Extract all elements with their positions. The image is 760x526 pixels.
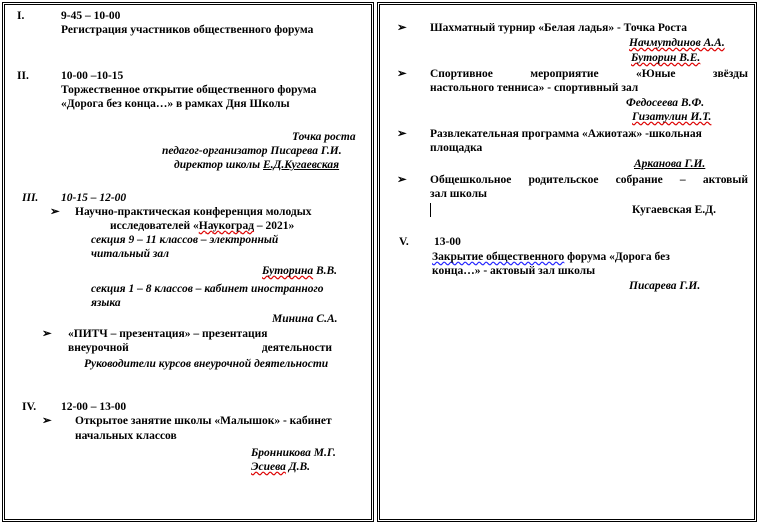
chess-name2: Буторин В.Е. [631, 52, 701, 64]
section-4-name2-initials: Д.В. [285, 461, 311, 473]
tennis-line2: настольного тенниса» - спортивный зал [430, 82, 639, 94]
section-senior-surname: Буторина [262, 265, 314, 277]
section-5-line2: конца…» - актовый зал школы [432, 265, 596, 277]
conference-line2 [110, 220, 294, 233]
parents-w4: – [679, 174, 686, 186]
tennis-name2: Гизатулин И.Т. [632, 111, 712, 123]
conference-line2-c: – 2021» [254, 220, 295, 232]
fun-line1: Развлекательная программа «Ажиотаж» -школьная [430, 128, 702, 140]
section-5-line1-b: форума «Дорога без [564, 251, 670, 263]
section-4-name1: Бронникова М.Г. [251, 447, 336, 459]
section-2-time: 10-00 –10-15 [61, 70, 124, 82]
section-1-number: I. [17, 10, 25, 22]
director-prefix: директор школы [174, 159, 263, 171]
pitch-line2-b: деятельности [261, 342, 332, 354]
section-4-name2-surname: Эсиева [251, 461, 286, 473]
section-5-number: V. [399, 236, 409, 248]
section-2-number: II. [17, 70, 29, 82]
parents-name: Кугаевская Е.Д. [632, 204, 716, 216]
parents-w2: родительское [528, 174, 599, 186]
section-5-time: 13-00 [434, 236, 461, 248]
section-2-place: Точка роста [292, 131, 356, 143]
pitch-line2-a: внеурочной [68, 342, 129, 354]
parents-w3: собрание [615, 174, 663, 186]
section-5-line1-a: Закрытие общественного [432, 251, 565, 263]
section-1-text: Регистрация участников общественного форума [61, 24, 314, 36]
section-5-line1 [432, 251, 670, 264]
section-senior-initials: В.В. [313, 265, 338, 277]
bullet-arrow-icon: ➢ [42, 328, 52, 340]
conference-line2-a: исследователей « [110, 220, 199, 232]
bullet-arrow-icon: ➢ [397, 68, 407, 80]
tennis-name1: Федосеева В.Ф. [626, 97, 705, 109]
pitch-line2 [68, 342, 332, 355]
tennis-w4: звёзды [712, 68, 748, 80]
fun-name: Арканова Г.И. [634, 158, 706, 170]
bullet-arrow-icon: ➢ [42, 415, 52, 427]
conference-name: Наукоград [198, 220, 255, 232]
section-4-line2: начальных классов [75, 430, 177, 442]
section-senior-line2: читальный зал [91, 248, 170, 260]
section-senior-responsible [262, 265, 337, 278]
section-2-director [174, 159, 339, 172]
parents-w1: Общешкольное [430, 174, 512, 186]
conference-line1: Научно-практическая конференция молодых [75, 206, 312, 218]
tennis-w3: «Юные [636, 68, 676, 80]
parents-w5: актовый [702, 174, 748, 186]
chess-name1: Начмутдинов А.А. [629, 37, 725, 49]
section-4-number: IV. [22, 401, 37, 413]
left-page-column [2, 2, 374, 522]
section-junior-line1: секция 1 – 8 классов – кабинет иностранного [91, 283, 324, 295]
tennis-line1 [430, 68, 748, 81]
bullet-arrow-icon: ➢ [397, 128, 407, 140]
section-4-time: 12-00 – 13-00 [61, 401, 127, 413]
parents-line2: зал школы [430, 188, 488, 200]
tennis-w1: Спортивное [430, 68, 493, 80]
section-senior-line1: секция 9 – 11 классов – электронный [91, 234, 279, 246]
bullet-arrow-icon: ➢ [397, 174, 407, 186]
bullet-arrow-icon: ➢ [50, 206, 60, 218]
section-1-time: 9-45 – 10-00 [61, 10, 121, 22]
pitch-responsible: Руководители курсов внеурочной деятельности [84, 358, 329, 370]
chess-text: Шахматный турнир «Белая ладья» - Точка Роста [430, 22, 687, 34]
director-name: Е.Д.Кугаевская [263, 159, 340, 171]
section-junior-line2: языка [91, 297, 121, 309]
parents-line1 [430, 174, 748, 187]
tennis-w2: мероприятие [530, 68, 599, 80]
section-4-line1: Открытое занятие школы «Малышок» - кабинет [75, 415, 332, 427]
section-3-number: III. [22, 192, 39, 204]
text-cursor [430, 203, 431, 217]
section-2-line1: Торжественное открытие общественного форума [61, 84, 317, 96]
section-5-name: Писарева Г.И. [629, 280, 701, 292]
section-2-line2: «Дорога без конца…» в рамках Дня Школы [61, 98, 290, 110]
section-junior-responsible: Минина С.А. [272, 313, 338, 325]
fun-line2: площадка [430, 142, 483, 154]
section-3-time: 10-15 – 12-00 [61, 192, 127, 204]
pitch-line1: «ПИТЧ – презентация» – презентация [68, 328, 268, 340]
section-2-organizer: педагог-организатор Писарева Г.И. [162, 145, 342, 157]
section-4-name2 [251, 461, 310, 474]
bullet-arrow-icon: ➢ [397, 22, 407, 34]
